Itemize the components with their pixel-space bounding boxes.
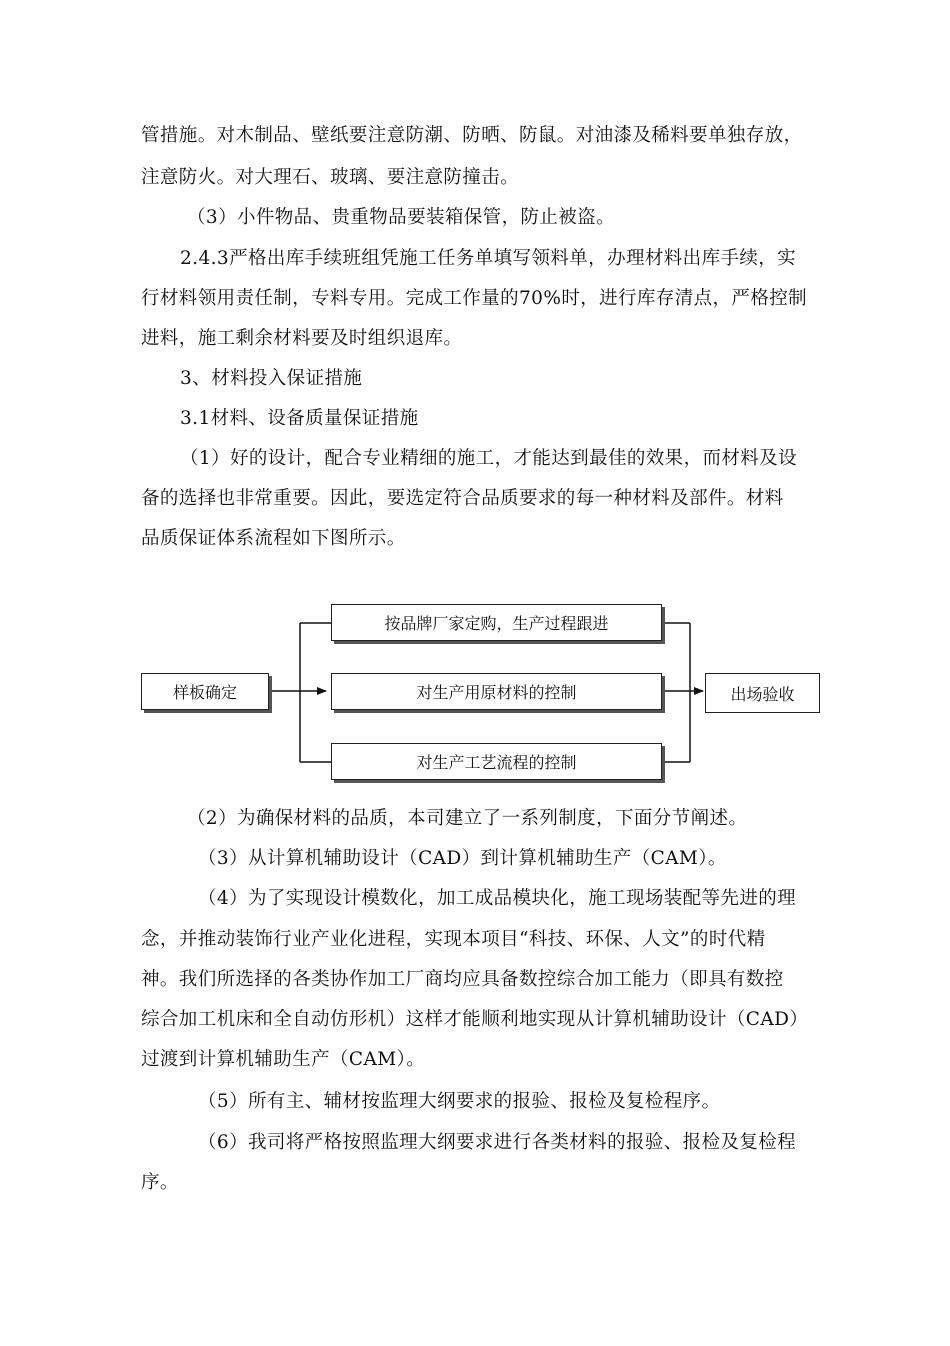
paragraph-line: （3）从计算机辅助设计（CAD）到计算机辅助生产（CAM）。 [198, 848, 727, 869]
flow-node-step: 按品牌厂家定购，生产过程跟进 [331, 604, 662, 641]
paragraph-line: 品质保证体系流程如下图所示。 [141, 528, 406, 549]
paragraph-line: 行材料领用责任制，专料专用。完成工作量的70%时，进行库存清点，严格控制 [141, 288, 808, 309]
paragraph-line: 进料，施工剩余材料要及时组织退库。 [141, 328, 463, 349]
paragraph-line: 管措施。对木制品、壁纸要注意防潮、防晒、防鼠。对油漆及稀料要单独存放， [141, 125, 803, 146]
paragraph-line: 神。我们所选择的各类协作加工厂商均应具备数控综合加工能力（即具有数控 [141, 969, 784, 990]
paragraph-line: 2.4.3严格出库手续班组凭施工任务单填写领料单，办理材料出库手续，实 [180, 248, 797, 269]
flow-node-step: 对生产工艺流程的控制 [331, 743, 662, 780]
flow-node-end: 出场验收 [705, 673, 820, 713]
flow-node-step: 对生产用原材料的控制 [331, 673, 662, 710]
paragraph-line: （4）为了实现设计模数化，加工成品模块化，施工现场装配等先进的理 [198, 888, 797, 909]
paragraph-line: 过渡到计算机辅助生产（CAM）。 [141, 1049, 426, 1070]
paragraph-line: （6）我司将严格按照监理大纲要求进行各类材料的报验、报检及复检程 [198, 1132, 797, 1153]
paragraph-line: （5）所有主、辅材按监理大纲要求的报验、报检及复检程序。 [198, 1091, 721, 1112]
paragraph-line: 注意防火。对大理石、玻璃、要注意防撞击。 [141, 167, 520, 188]
section-heading: 3、材料投入保证措施 [180, 368, 363, 389]
paragraph-line: 备的选择也非常重要。因此，要选定符合品质要求的每一种材料及部件。材料 [141, 488, 784, 509]
paragraph-line: （3）小件物品、贵重物品要装箱保管，防止被盗。 [187, 207, 615, 228]
subsection-heading: 3.1材料、设备质量保证措施 [180, 408, 419, 429]
paragraph-line: 综合加工机床和全自动仿形机）这样才能顺利地实现从计算机辅助设计（CAD） [141, 1009, 809, 1030]
paragraph-line: （1）好的设计，配合专业精细的施工，才能达到最佳的效果，而材料及设 [180, 448, 797, 469]
paragraph-line: 念，并推动装饰行业产业化进程，实现本项目“科技、环保、人文”的时代精 [141, 929, 766, 950]
paragraph-line: （2）为确保材料的品质，本司建立了一系列制度，下面分节阐述。 [187, 808, 748, 829]
paragraph-line: 序。 [141, 1172, 179, 1193]
flow-node-start: 样板确定 [141, 673, 269, 710]
